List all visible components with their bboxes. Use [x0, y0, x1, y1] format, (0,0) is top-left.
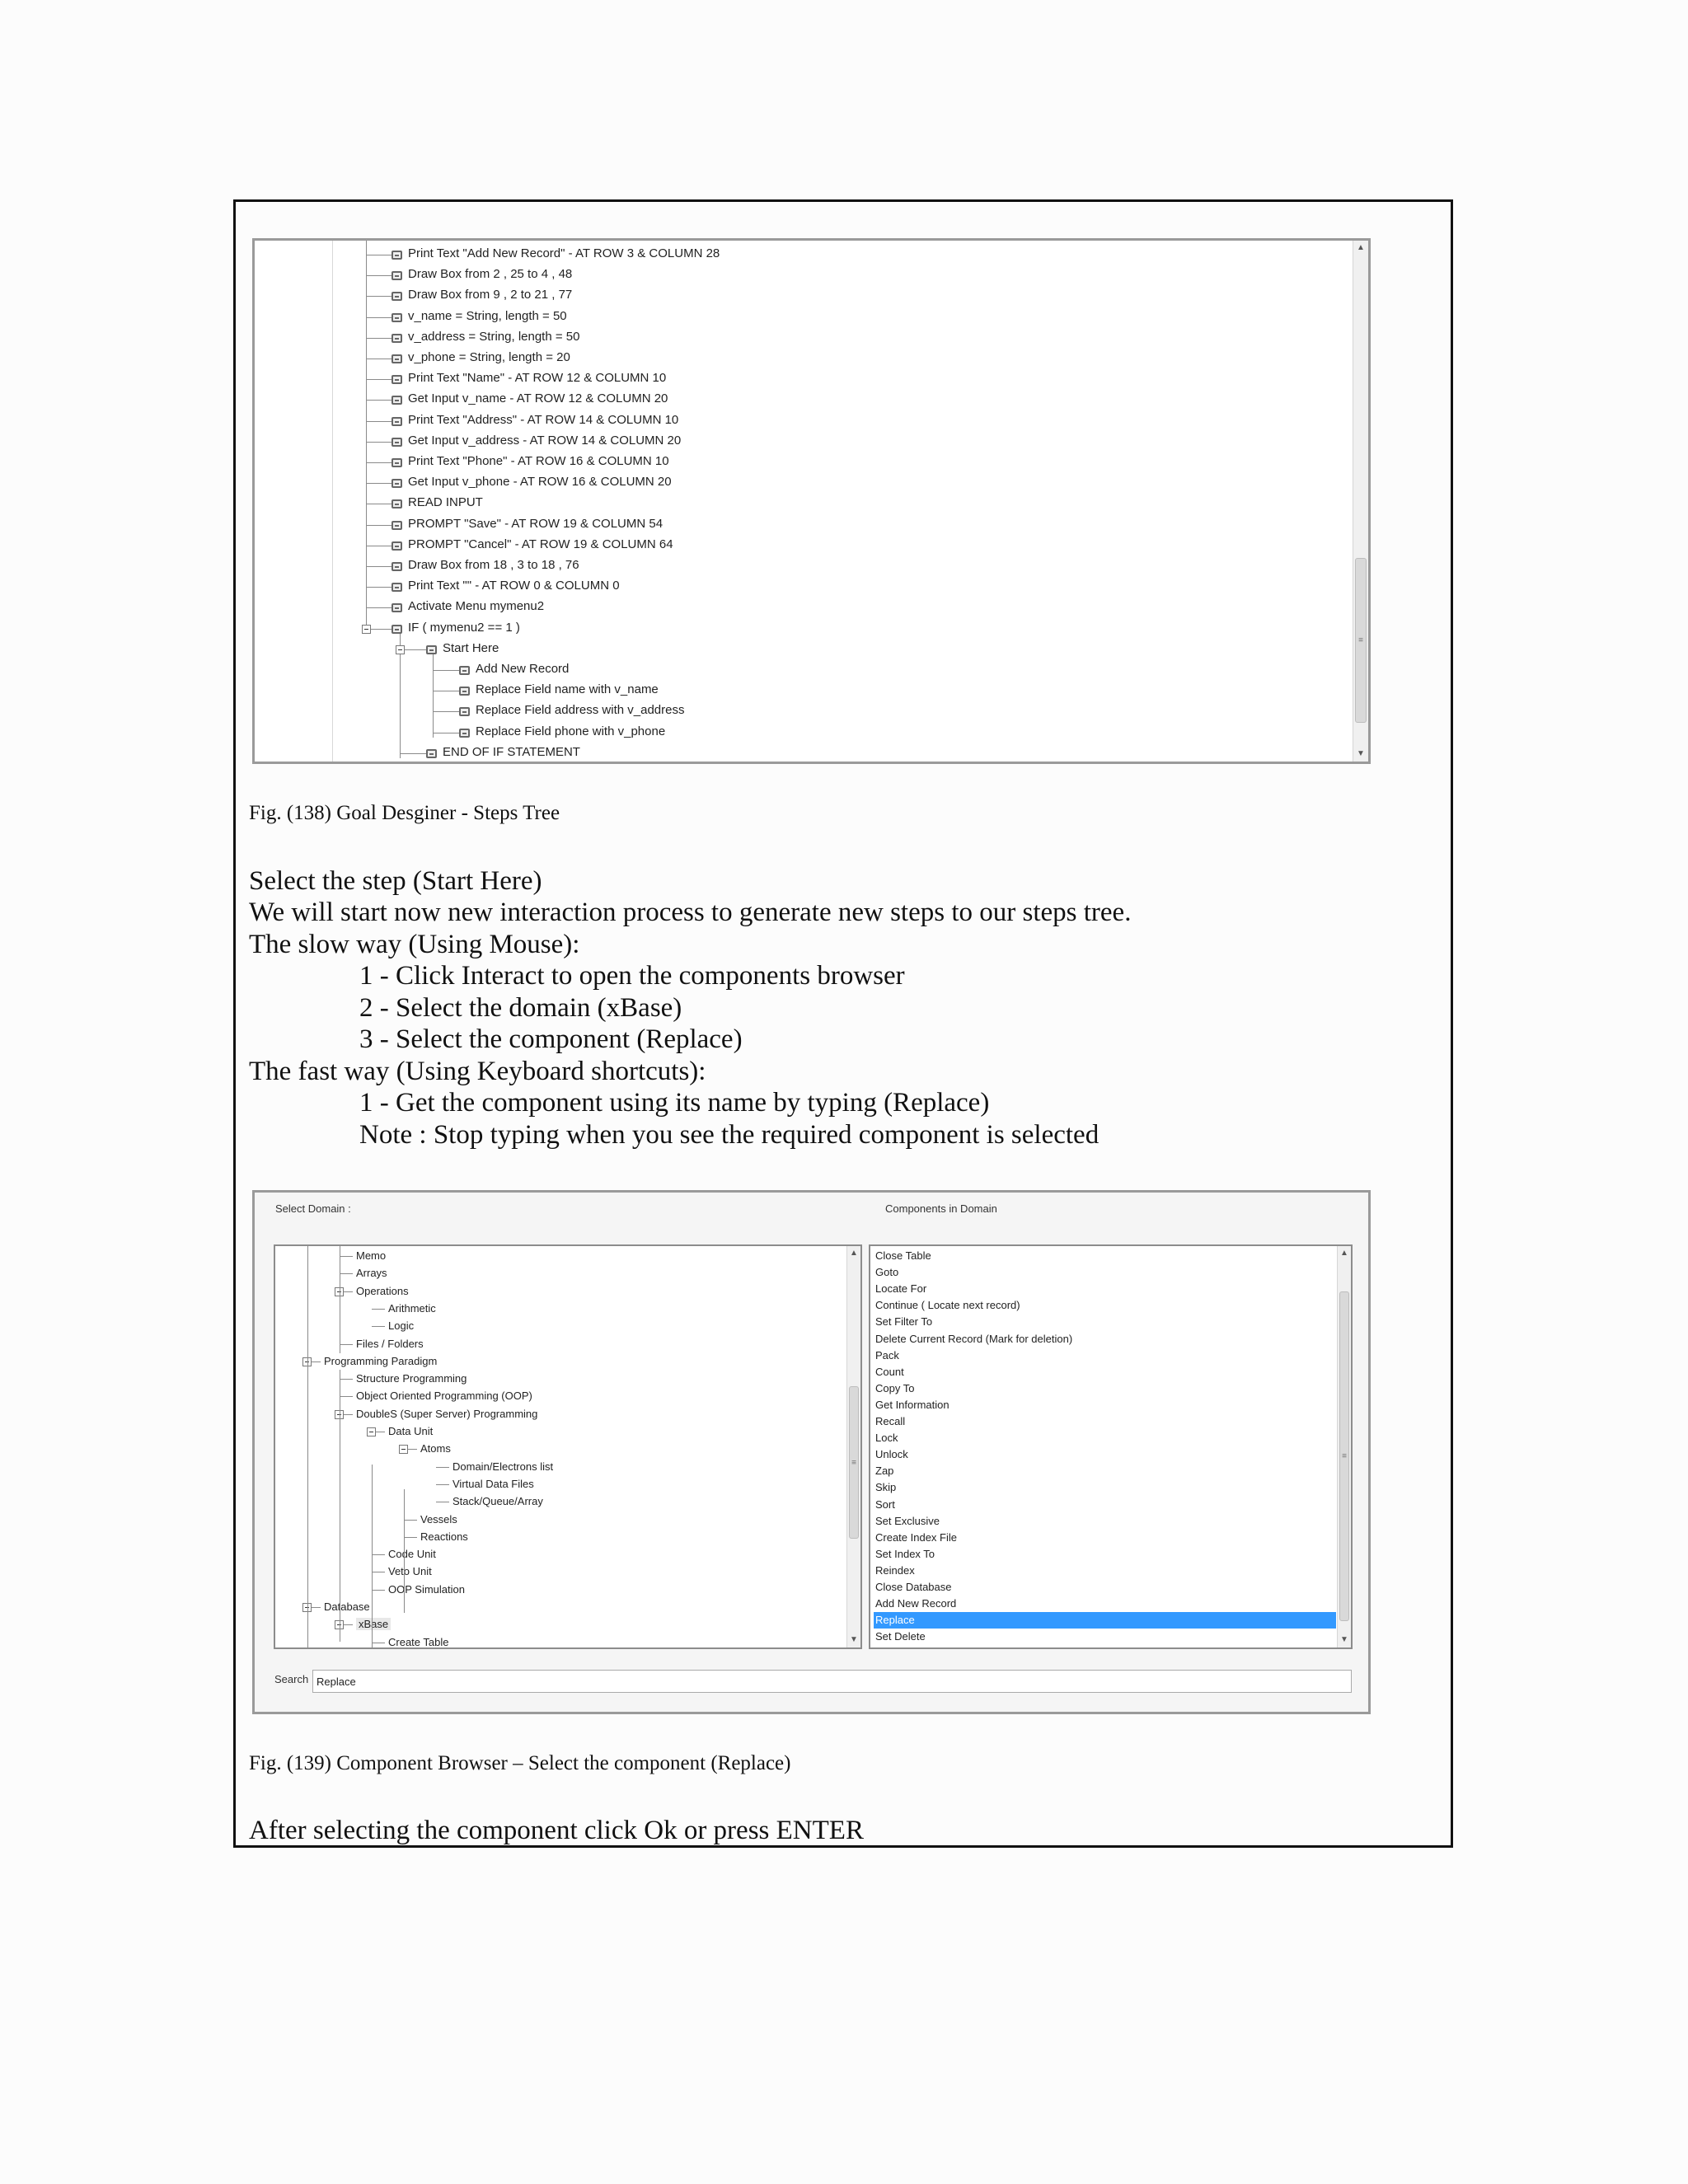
domain-tree-item[interactable]: Vessels: [420, 1512, 457, 1526]
step-tree-item[interactable]: Draw Box from 18 , 3 to 18 , 76: [408, 558, 579, 572]
tree-connector: [366, 421, 392, 422]
figure-138-caption: Fig. (138) Goal Desginer - Steps Tree: [249, 802, 560, 824]
tree-connector: [372, 1465, 373, 1649]
component-item[interactable]: Set Exclusive: [875, 1514, 940, 1527]
step-node-icon: [459, 729, 470, 738]
scroll-down-arrow-icon[interactable]: ▼: [1340, 1635, 1348, 1644]
closing-instruction: After selecting the component click Ok or press ENTER: [249, 1816, 864, 1845]
step-tree-item[interactable]: Get Input v_address - AT ROW 14 & COLUMN 20: [408, 433, 682, 448]
step-tree-item[interactable]: Replace Field phone with v_phone: [476, 724, 666, 738]
tree-connector: [307, 1246, 308, 1649]
domain-tree-item[interactable]: DoubleS (Super Server) Programming: [356, 1407, 538, 1420]
scrollbar-thumb[interactable]: [1339, 1291, 1349, 1621]
tree-connector: [366, 607, 392, 608]
step-node-icon: [426, 645, 437, 654]
step-node-icon: [459, 666, 470, 675]
component-item[interactable]: Count: [875, 1365, 904, 1378]
instruction-line-7: The fast way (Using Keyboard shortcuts):: [249, 1057, 706, 1086]
tree-connector: [366, 442, 392, 443]
component-item[interactable]: Goto: [875, 1266, 899, 1279]
component-item[interactable]: Set Filter To: [875, 1315, 933, 1329]
tree-connector: [366, 462, 392, 463]
components-list-panel[interactable]: [869, 1244, 1353, 1649]
instruction-line-3: The slow way (Using Mouse):: [249, 930, 580, 959]
step-node-icon: [392, 458, 402, 467]
scroll-up-arrow-icon[interactable]: ▲: [850, 1249, 858, 1258]
step-node-icon: [392, 499, 402, 509]
step-node-icon: [392, 541, 402, 551]
tree-connector: [366, 587, 392, 588]
step-tree-item[interactable]: Start Here: [443, 640, 499, 655]
component-browser-screenshot: [252, 1190, 1371, 1714]
tree-connector: [433, 670, 459, 671]
tree-connector: [366, 483, 392, 484]
component-item[interactable]: Create Index File: [875, 1530, 957, 1544]
scroll-down-arrow-icon[interactable]: ▼: [850, 1635, 858, 1644]
step-node-icon: [426, 749, 437, 758]
tree-connector: [400, 753, 426, 754]
step-node-icon: [392, 271, 402, 280]
tree-connector: [366, 400, 392, 401]
instruction-line-6: 3 - Select the component (Replace): [359, 1024, 743, 1054]
component-item[interactable]: Zap: [875, 1465, 894, 1478]
step-node-icon: [392, 251, 402, 260]
tree-connector: [366, 379, 392, 380]
domain-tree-item[interactable]: Logic: [388, 1319, 415, 1333]
step-node-icon: [392, 583, 402, 592]
grip-icon: ≡: [1358, 635, 1363, 645]
scroll-up-arrow-icon[interactable]: ▲: [1357, 243, 1365, 252]
search-label: Search: [274, 1673, 309, 1685]
tree-connector: [366, 296, 392, 297]
tree-connector: [372, 1590, 385, 1591]
domain-tree-item[interactable]: Virtual Data Files: [452, 1477, 534, 1490]
step-tree-item[interactable]: IF ( mymenu2 == 1 ): [408, 620, 520, 635]
instruction-line-5: 2 - Select the domain (xBase): [359, 993, 682, 1023]
instruction-line-9: Note : Stop typing when you see the required component is selected: [359, 1120, 1100, 1150]
grip-icon: ≡: [1342, 1451, 1347, 1461]
domain-tree-panel[interactable]: [274, 1244, 862, 1649]
component-item[interactable]: Skip: [875, 1481, 897, 1494]
domain-tree-item[interactable]: Veto Unit: [388, 1565, 432, 1578]
component-item[interactable]: Close Table: [875, 1249, 931, 1262]
domain-tree-item[interactable]: Code Unit: [388, 1548, 436, 1561]
step-tree-item[interactable]: READ INPUT: [408, 495, 483, 510]
component-item-selected[interactable]: Replace: [874, 1612, 1336, 1629]
step-tree-item[interactable]: Activate Menu mymenu2: [408, 599, 545, 614]
tree-connector: [433, 711, 459, 712]
component-item[interactable]: Close Database: [875, 1581, 952, 1593]
grip-icon: ≡: [851, 1458, 856, 1467]
step-tree-item[interactable]: PROMPT "Save" - AT ROW 19 & COLUMN 54: [408, 516, 663, 531]
tree-connector: [340, 1379, 353, 1380]
domain-tree-item[interactable]: OOP Simulation: [388, 1582, 465, 1596]
step-tree-item[interactable]: PROMPT "Cancel" - AT ROW 19 & COLUMN 64: [408, 537, 673, 551]
step-tree-item[interactable]: v_phone = String, length = 20: [408, 350, 570, 364]
step-tree-item[interactable]: v_address = String, length = 50: [408, 329, 580, 344]
component-item[interactable]: Sort: [875, 1497, 895, 1511]
domain-tree-item[interactable]: Reactions: [420, 1530, 468, 1543]
collapse-toggle-icon[interactable]: [362, 625, 371, 634]
domain-tree-item[interactable]: xBase: [356, 1618, 391, 1630]
select-domain-title: Select Domain :: [275, 1202, 351, 1215]
step-node-icon: [459, 707, 470, 716]
tree-connector: [404, 1489, 405, 1613]
step-tree-item[interactable]: Print Text "Add New Record" - AT ROW 3 & COLUMN 28: [408, 246, 720, 260]
step-node-icon: [392, 562, 402, 571]
component-item[interactable]: Locate For: [875, 1282, 927, 1296]
step-tree-item[interactable]: Draw Box from 2 , 25 to 4 , 48: [408, 267, 573, 282]
step-node-icon: [392, 603, 402, 612]
domain-tree-item[interactable]: Files / Folders: [356, 1337, 424, 1350]
domain-tree-item[interactable]: Structure Programming: [356, 1372, 467, 1385]
scrollbar-thumb[interactable]: [849, 1386, 859, 1539]
domain-tree-item[interactable]: Stack/Queue/Array: [452, 1495, 543, 1508]
tree-connector: [340, 1396, 353, 1397]
scroll-down-arrow-icon[interactable]: ▼: [1357, 749, 1365, 758]
component-item[interactable]: Copy To: [875, 1381, 915, 1394]
component-item[interactable]: Lock: [875, 1432, 898, 1445]
step-node-icon: [392, 479, 402, 488]
domain-tree-item[interactable]: Programming Paradigm: [324, 1354, 438, 1367]
collapse-toggle-icon[interactable]: [367, 1427, 376, 1436]
step-tree-item[interactable]: v_name = String, length = 50: [408, 308, 567, 323]
tree-connector: [404, 1520, 417, 1521]
step-tree-item[interactable]: Print Text "Address" - AT ROW 14 & COLUMN 10: [408, 412, 679, 427]
step-tree-item[interactable]: END OF IF STATEMENT: [443, 744, 580, 759]
step-node-icon: [459, 687, 470, 696]
instruction-line-8: 1 - Get the component using its name by typing (Replace): [359, 1088, 990, 1118]
tree-connector: [366, 317, 392, 318]
step-node-icon: [392, 375, 402, 384]
step-tree-item[interactable]: Replace Field name with v_name: [476, 682, 659, 697]
component-item[interactable]: Add New Record: [875, 1597, 957, 1610]
step-tree-item[interactable]: Add New Record: [476, 662, 570, 676]
instruction-line-1: Select the step (Start Here): [249, 866, 542, 896]
tree-connector: [436, 1467, 449, 1468]
figure-139-caption: Fig. (139) Component Browser – Select the component (Replace): [249, 1752, 791, 1774]
tree-connector: [372, 1309, 385, 1310]
domain-tree-item[interactable]: Atoms: [420, 1442, 451, 1455]
instruction-line-4: 1 - Click Interact to open the components browser: [359, 961, 905, 991]
tree-connector: [433, 654, 434, 738]
step-tree-item[interactable]: Print Text "" - AT ROW 0 & COLUMN 0: [408, 579, 620, 593]
tree-connector: [366, 275, 392, 276]
components-in-domain-title: Components in Domain: [885, 1202, 997, 1215]
domain-tree-item[interactable]: Data Unit: [388, 1425, 434, 1437]
components-list: [870, 1246, 1351, 1647]
tree-connector: [366, 338, 392, 339]
tree-connector: [404, 1537, 417, 1538]
step-node-icon: [392, 313, 402, 322]
scroll-up-arrow-icon[interactable]: ▲: [1340, 1249, 1348, 1258]
component-item[interactable]: Pack: [875, 1348, 899, 1361]
search-input[interactable]: [312, 1670, 1352, 1693]
tree-connector: [366, 525, 392, 526]
steps-tree-scrollbar[interactable]: [1353, 241, 1368, 762]
instruction-line-2: We will start now new interaction process to generate new steps to our steps tree.: [249, 898, 1132, 927]
domain-tree-item[interactable]: Arrays: [356, 1267, 387, 1280]
scrollbar-thumb[interactable]: [1355, 558, 1367, 723]
components-list-scrollbar[interactable]: [1337, 1246, 1351, 1647]
domain-tree: [275, 1246, 846, 1647]
tree-connector: [366, 566, 392, 567]
domain-tree-item[interactable]: Domain/Electrons list: [452, 1460, 554, 1473]
component-item[interactable]: Delete Current Record (Mark for deletion): [875, 1332, 1073, 1345]
collapse-toggle-icon[interactable]: [396, 645, 405, 654]
steps-tree: [255, 241, 1352, 762]
component-item[interactable]: Continue ( Locate next record): [875, 1299, 1020, 1312]
component-item[interactable]: Recall: [875, 1415, 906, 1427]
component-item[interactable]: Unlock: [875, 1448, 908, 1461]
step-node-icon: [392, 354, 402, 363]
domain-tree-item[interactable]: Operations: [356, 1284, 409, 1297]
tree-connector: [372, 1326, 385, 1327]
step-tree-item[interactable]: Print Text "Name" - AT ROW 12 & COLUMN 10: [408, 371, 667, 386]
step-tree-item[interactable]: Draw Box from 9 , 2 to 21 , 77: [408, 288, 573, 302]
step-tree-item[interactable]: Get Input v_name - AT ROW 12 & COLUMN 20: [408, 391, 668, 406]
tree-connector: [340, 1256, 353, 1257]
step-tree-item[interactable]: Replace Field address with v_address: [476, 703, 685, 718]
tree-connector: [436, 1484, 449, 1485]
step-node-icon: [392, 292, 402, 301]
domain-tree-item[interactable]: Create Table: [388, 1635, 449, 1648]
step-tree-item[interactable]: Get Input v_phone - AT ROW 16 & COLUMN 20: [408, 475, 672, 490]
component-item[interactable]: Reindex: [875, 1563, 915, 1577]
domain-tree-scrollbar[interactable]: [846, 1246, 860, 1647]
domain-tree-item[interactable]: Arithmetic: [388, 1301, 436, 1315]
step-node-icon: [392, 625, 402, 634]
tree-connector: [340, 1273, 353, 1274]
steps-tree-screenshot: [252, 238, 1371, 764]
component-item[interactable]: Set Delete: [875, 1630, 926, 1643]
domain-tree-item[interactable]: Database: [324, 1601, 370, 1613]
step-node-icon: [392, 334, 402, 343]
domain-tree-item[interactable]: Memo: [356, 1249, 387, 1262]
step-tree-item[interactable]: Print Text "Phone" - AT ROW 16 & COLUMN 10: [408, 454, 669, 468]
tree-connector: [340, 1344, 353, 1345]
component-item[interactable]: Set Index To: [875, 1547, 935, 1560]
tree-connector: [372, 1554, 385, 1555]
step-node-icon: [392, 396, 402, 405]
component-item[interactable]: Get Information: [875, 1398, 950, 1411]
collapse-toggle-icon[interactable]: [399, 1445, 408, 1454]
step-node-icon: [392, 521, 402, 530]
step-node-icon: [392, 417, 402, 426]
step-node-icon: [392, 438, 402, 447]
domain-tree-item[interactable]: Object Oriented Programming (OOP): [356, 1390, 532, 1403]
